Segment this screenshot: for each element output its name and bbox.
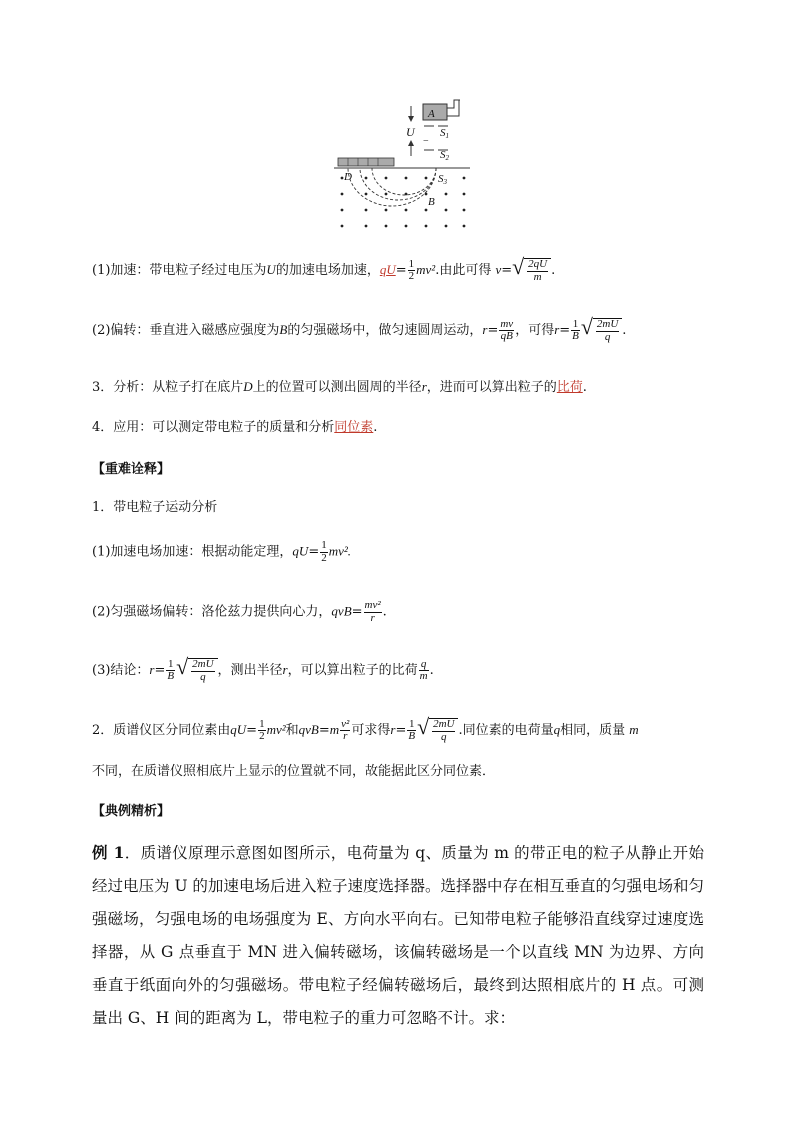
fraction-half: $\frac{1}{2}$ <box>408 257 415 283</box>
label-A: A <box>428 108 435 120</box>
fraction-one-B: $\frac{1}{B}$ <box>572 317 579 343</box>
link-isotope[interactable]: 同位素 <box>334 420 374 435</box>
section-heading-examples: 【典例精析】 <box>92 804 171 819</box>
label-minus: − <box>423 136 429 147</box>
link-specific-charge[interactable]: 比荷 <box>556 380 583 395</box>
formula-line-kinetic-energy: (1)加速电场加速：根据动能定理，qU= $\frac{1}{2}$ mv². <box>92 539 352 564</box>
label-S1: S1 <box>440 127 449 140</box>
formula-line-lorentz: (2)匀强磁场偏转：洛伦兹力提供向心力，qvB= $\frac{\text{mv²}}{r}$ . <box>92 599 387 624</box>
label-U: U <box>406 125 415 139</box>
formula-line-acceleration: (1)加速：带电粒子经过电压为U的加速电场加速，qU= $\frac{1}{2}$ mv².由此可得 v= √ $\frac{2qU}{m}$ . <box>92 254 556 283</box>
sqrt-expression: √ $\frac{2qU}{m}$ <box>512 258 551 283</box>
example-label: 例 1 <box>92 843 125 862</box>
fraction-one-B: $\frac{1}{B}$ <box>408 717 416 743</box>
fraction-half: $\frac{1}{2}$ <box>321 539 327 564</box>
fraction-q-m: $\frac{q}{m}$ <box>419 657 428 683</box>
subheading-motion-analysis: 1．带电粒子运动分析 <box>92 500 218 515</box>
label-B: B <box>428 196 435 208</box>
label-D: D <box>344 171 352 183</box>
accelerator-box <box>423 104 447 120</box>
section-heading-key-points: 【重难诠释】 <box>92 462 171 477</box>
fraction-mv-qB: $\frac{mv}{qB}$ <box>500 317 514 343</box>
analysis-line: 3．分析：从粒子打在底片D上的位置可以测出圆周的半径r，进而可以算出粒子的比荷. <box>92 379 587 395</box>
sqrt-expression: √ $\frac{2mU}{q}$ <box>581 318 622 343</box>
formula-line-conclusion: (3)结论：r= $\frac{1}{B}$ √ $\frac{2mU}{q}$ ，测出半径r，可以算出粒子的比荷 $\frac{q}{m}$ . <box>92 654 434 683</box>
link-qU[interactable]: qU <box>379 262 396 278</box>
formula-line-deflection: (2)偏转：垂直进入磁感应强度为B的匀强磁场中，做匀速圆周运动，r= $\frac{mv}{qB}$ ，可得r= $\frac{1}{B}$ √ $\frac{2mU}{q}$ . <box>92 314 627 343</box>
application-line: 4．应用：可以测定带电粒子的质量和分析同位素. <box>92 420 378 435</box>
sqrt-expression: √ $\frac{2mU}{q}$ <box>417 718 458 743</box>
isotope-distinguish-line-cont: 不同，在质谱仪照相底片上显示的位置就不同，故能据此区分同位素． <box>92 764 496 779</box>
wire <box>447 100 460 108</box>
isotope-distinguish-line: 2．质谱仪区分同位素由qU= $\frac{1}{2}$ mv²和qvB=m $\frac{\text{v²}}{r}$ 可求得r= $\frac{1}{B}$ √ $\frac{2mU}{q}$ .同位素的电荷量q相同，质量 m <box>92 714 639 743</box>
fraction-half: $\frac{1}{2}$ <box>259 717 265 743</box>
example-paragraph <box>92 836 704 1035</box>
label-S2: S2 <box>440 149 449 162</box>
particle-trajectories <box>348 168 436 206</box>
photographic-plate <box>338 158 394 166</box>
mass-spectrometer-figure <box>330 98 480 238</box>
label-S3: S3 <box>438 173 447 186</box>
sqrt-expression: √ $\frac{2mU}{q}$ <box>176 658 217 683</box>
fraction-mv2-r: $\frac{\text{mv²}}{r}$ <box>364 599 381 624</box>
example-text: ．质谱仪原理示意图如图所示，电荷量为 q、质量为 m 的带正电的粒子从静止开始经过电压为 U 的加速电场后进入粒子速度选择器。选择器中存在相互垂直的匀强电场和匀强磁场，匀强电场的电场强度为 E、方向水平向右。已知带电粒子能够沿直线穿过速度选择器，从 G 点垂直于 MN 进入偏转磁场，该偏转磁场是一个以直线 MN 为边界、方向垂直于纸面向外的匀强磁场。带电粒子经偏转磁场后，最终到达照相底片的 H 点。可测量出 G、H 间的距离为 L，带电粒子的重力可忽略不计。求： <box>92 844 705 1027</box>
fraction-v2-r: $\frac{\text{v²}}{r}$ <box>341 717 350 743</box>
fraction-one-B: $\frac{1}{B}$ <box>167 657 175 683</box>
